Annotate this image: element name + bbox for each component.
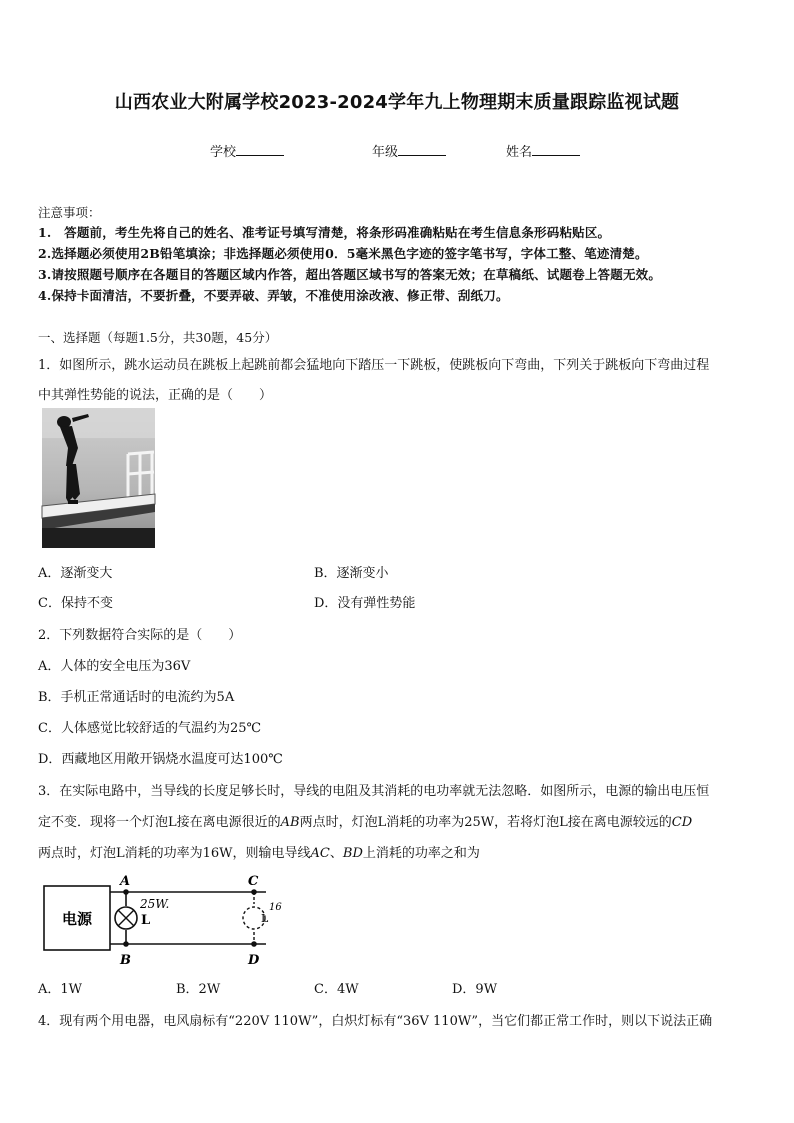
q1-option-b: B．逐渐变小 <box>314 566 389 581</box>
q2-option-d: D．西藏地区用敞开锅烧水温度可达100℃ <box>38 752 283 767</box>
label-b: B <box>120 953 131 968</box>
q1-option-c: C．保持不变 <box>38 596 113 611</box>
label-a: A <box>120 874 131 889</box>
power-source-label: 电源 <box>61 910 93 928</box>
school-field <box>210 141 284 160</box>
q1-option-a: A．逐渐变大 <box>38 566 113 581</box>
q3-option-d: D．9W <box>452 982 498 997</box>
q3-option-c: C．4W <box>314 982 359 997</box>
q2-option-c: C．人体感觉比较舒适的气温约为25℃ <box>38 721 262 736</box>
name-label: 姓名 <box>506 145 533 160</box>
name-field <box>506 141 580 160</box>
note-item: 3.请按照题号顺序在各题目的答题区域内作答，超出答题区域书写的答案无效；在草稿纸、试题卷上答题无效。 <box>38 267 662 282</box>
wire-bd: BD <box>342 846 363 861</box>
note-item: 1. 答题前，考生先将自己的姓名、准考证号填写清楚，将条形码准确粘贴在考生信息条形码粘贴区。 <box>38 225 611 240</box>
q3-option-a: A．1W <box>38 982 83 997</box>
handwritten-25w: 25W. <box>140 897 170 911</box>
q4-stem-line1: 4．现有两个用电器，电风扇标有“220V 110W”，白炽灯标有“36V 110W”，当它们都正常工作时，则以下说法正确 <box>38 1014 713 1029</box>
grade-blank <box>398 143 446 156</box>
q3-stem-line3: 两点时，灯泡L消耗的功率为16W，则输电导线AC、BD上消耗的功率之和为 <box>38 846 480 861</box>
name-blank <box>532 143 580 156</box>
label-lamp-l2: L <box>261 912 269 925</box>
q2-stem: 2．下列数据符合实际的是（ ） <box>38 628 242 643</box>
label-d: D <box>248 953 260 968</box>
handwritten-16: 16 <box>269 902 282 913</box>
grade-field <box>372 141 446 160</box>
note-item: 2.选择题必须使用2B铅笔填涂；非选择题必须使用0．5毫米黑色字迹的签字笔书写，字体工整、笔迹清楚。 <box>38 246 648 261</box>
wire-ac: AC <box>310 846 330 861</box>
q3-option-b: B．2W <box>176 982 221 997</box>
note-item: 4.保持卡面清洁，不要折叠，不要弄破、弄皱，不准使用涂改液、修正带、刮纸刀。 <box>38 288 509 303</box>
q1-stem-line2: 中其弹性势能的说法，正确的是（ ） <box>38 388 273 403</box>
q1-option-d: D．没有弹性势能 <box>314 596 416 611</box>
q2-option-a: A．人体的安全电压为36V <box>38 659 191 674</box>
circuit-diagram <box>40 872 280 972</box>
q3-stem-line1: 3．在实际电路中，当导线的长度足够长时，导线的电阻及其消耗的电功率就无法忽略．如图所示，电源的输出电压恒 <box>38 784 710 799</box>
diver-photo <box>42 408 155 548</box>
point-cd: CD <box>671 815 693 830</box>
page-title: 山西农业大附属学校2023-2024学年九上物理期末质量跟踪监视试题 <box>114 92 680 113</box>
school-blank <box>236 143 284 156</box>
point-ab: AB <box>280 815 300 830</box>
q2-option-b: B．手机正常通话时的电流约为5A <box>38 690 235 705</box>
label-c: C <box>248 874 259 889</box>
label-lamp-l: L <box>141 913 151 928</box>
q1-stem-line1: 1．如图所示，跳水运动员在跳板上起跳前都会猛地向下踏压一下跳板，使跳板向下弯曲，下列关于跳板向下弯曲过程 <box>38 358 710 373</box>
school-label: 学校 <box>210 145 237 160</box>
q3-stem-line2: 定不变．现将一个灯泡L接在离电源很近的AB两点时，灯泡L消耗的功率为25W，若将灯泡L接在离电源较远的CD <box>38 815 693 830</box>
notes-heading: 注意事项： <box>38 205 101 220</box>
grade-label: 年级 <box>372 145 399 160</box>
section-heading: 一、选择题（每题1.5分，共30题，45分） <box>38 330 278 345</box>
